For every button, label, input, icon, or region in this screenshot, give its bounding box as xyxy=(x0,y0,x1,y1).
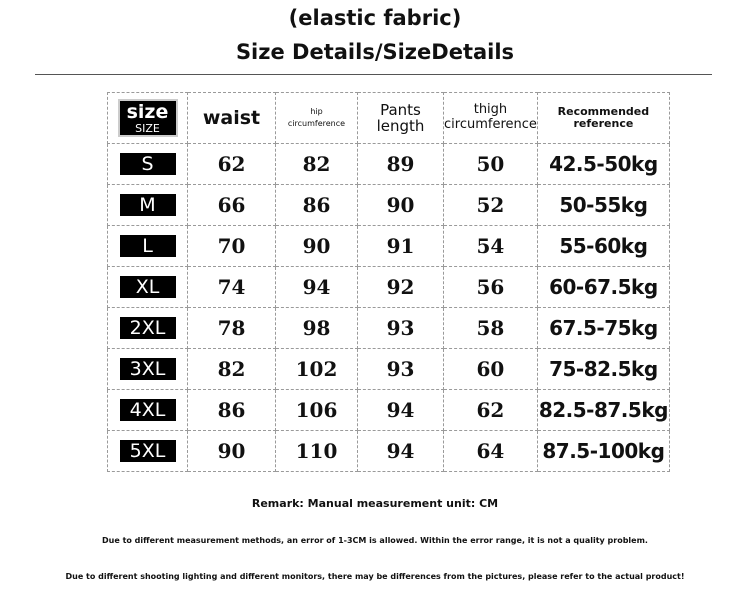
thigh-cell-value: 56 xyxy=(476,275,505,299)
waist-cell-value: 70 xyxy=(217,234,246,258)
weight-cell xyxy=(537,431,669,472)
rec-header-line2: reference xyxy=(573,117,634,130)
thigh-header-line1: thigh xyxy=(473,102,508,118)
thigh-cell-value: 50 xyxy=(476,152,505,176)
length-cell-value: 91 xyxy=(386,234,415,258)
header-pants-length xyxy=(358,93,444,144)
size-cell xyxy=(108,267,188,308)
weight-cell-value: 55-60kg xyxy=(559,234,648,258)
length-cell xyxy=(358,431,444,472)
weight-cell-value: 50-55kg xyxy=(559,193,648,217)
size-cell xyxy=(108,390,188,431)
waist-header-label: waist xyxy=(202,107,261,129)
size-cell xyxy=(108,308,188,349)
hip-cell-value: 98 xyxy=(302,316,331,340)
table-row xyxy=(108,226,670,267)
waist-cell xyxy=(188,431,276,472)
thigh-cell xyxy=(444,308,538,349)
weight-cell xyxy=(537,308,669,349)
page-title: Size Details/SizeDetails xyxy=(235,40,515,64)
length-cell-value: 94 xyxy=(386,398,415,422)
hip-cell xyxy=(276,267,358,308)
length-cell xyxy=(358,226,444,267)
header-size xyxy=(108,93,188,144)
length-cell xyxy=(358,267,444,308)
length-cell xyxy=(358,144,444,185)
pants-header-line2: length xyxy=(376,117,425,135)
size-cell xyxy=(108,349,188,390)
thigh-cell-value: 62 xyxy=(476,398,505,422)
thigh-cell-value: 64 xyxy=(476,439,505,463)
weight-cell xyxy=(537,144,669,185)
waist-cell xyxy=(188,267,276,308)
hip-cell xyxy=(276,185,358,226)
table-row xyxy=(108,144,670,185)
subtitle-fabric: (elastic fabric) xyxy=(288,6,462,30)
waist-cell-value: 74 xyxy=(217,275,246,299)
measurement-note: Due to different measurement methods, an error of 1-3CM is allowed. Within the error range, it is not a quality problem. xyxy=(102,536,648,545)
waist-cell-value: 90 xyxy=(217,439,246,463)
size-cell-value: 2XL xyxy=(120,317,176,339)
length-cell-value: 93 xyxy=(386,316,415,340)
waist-cell-value: 86 xyxy=(217,398,246,422)
size-cell xyxy=(108,226,188,267)
thigh-cell xyxy=(444,431,538,472)
display-note: Due to different shooting lighting and different monitors, there may be differences from the pictures, please refer to the actual product! xyxy=(65,572,685,581)
size-cell-value: M xyxy=(120,194,176,216)
thigh-cell xyxy=(444,226,538,267)
weight-cell-value: 67.5-75kg xyxy=(549,316,658,340)
waist-cell-value: 62 xyxy=(217,152,246,176)
length-cell xyxy=(358,185,444,226)
weight-cell xyxy=(537,349,669,390)
table-row xyxy=(108,349,670,390)
weight-cell xyxy=(537,390,669,431)
weight-cell-value: 42.5-50kg xyxy=(549,152,658,176)
table-row xyxy=(108,308,670,349)
hip-cell-value: 102 xyxy=(295,357,338,381)
thigh-cell xyxy=(444,144,538,185)
size-table xyxy=(107,92,670,472)
thigh-cell-value: 54 xyxy=(476,234,505,258)
hip-header-line1: hip xyxy=(310,107,323,116)
hip-cell xyxy=(276,349,358,390)
thigh-cell-value: 60 xyxy=(476,357,505,381)
weight-cell-value: 87.5-100kg xyxy=(542,439,665,463)
length-cell-value: 94 xyxy=(386,439,415,463)
length-cell-value: 89 xyxy=(386,152,415,176)
thigh-cell xyxy=(444,267,538,308)
divider xyxy=(35,74,712,75)
waist-cell xyxy=(188,308,276,349)
thigh-cell xyxy=(444,185,538,226)
weight-cell-value: 75-82.5kg xyxy=(549,357,658,381)
weight-cell xyxy=(537,185,669,226)
thigh-header-line2: circumference xyxy=(444,117,537,132)
table-header-row xyxy=(108,93,670,144)
size-header-label: size xyxy=(126,101,169,123)
waist-cell-value: 66 xyxy=(217,193,246,217)
size-cell-value: 3XL xyxy=(120,358,176,380)
size-cell-value: 4XL xyxy=(120,399,176,421)
waist-cell xyxy=(188,226,276,267)
remark-text: Remark: Manual measurement unit: CM xyxy=(251,497,499,510)
size-cell xyxy=(108,185,188,226)
waist-cell-value: 82 xyxy=(217,357,246,381)
hip-cell xyxy=(276,144,358,185)
length-cell-value: 90 xyxy=(386,193,415,217)
hip-cell-value: 94 xyxy=(302,275,331,299)
weight-cell-value: 82.5-87.5kg xyxy=(538,398,668,422)
length-cell-value: 93 xyxy=(386,357,415,381)
waist-cell xyxy=(188,390,276,431)
size-cell-value: XL xyxy=(120,276,176,298)
size-cell-value: 5XL xyxy=(120,440,176,462)
pants-header-line1: Pants xyxy=(380,100,421,119)
hip-cell-value: 86 xyxy=(302,193,331,217)
waist-cell xyxy=(188,349,276,390)
weight-cell xyxy=(537,267,669,308)
thigh-cell xyxy=(444,349,538,390)
hip-header-line2: circumference xyxy=(287,119,346,128)
header-hip xyxy=(276,93,358,144)
table-row xyxy=(108,185,670,226)
waist-cell-value: 78 xyxy=(217,316,246,340)
header-thigh xyxy=(444,93,538,144)
hip-cell-value: 82 xyxy=(302,152,331,176)
rec-header-line1: Recommended xyxy=(557,104,650,118)
thigh-cell xyxy=(444,390,538,431)
length-cell xyxy=(358,308,444,349)
table-row xyxy=(108,431,670,472)
hip-cell-value: 90 xyxy=(302,234,331,258)
size-cell xyxy=(108,431,188,472)
hip-cell xyxy=(276,431,358,472)
weight-cell xyxy=(537,226,669,267)
size-header-sublabel: SIZE xyxy=(135,122,160,135)
hip-cell xyxy=(276,226,358,267)
length-cell xyxy=(358,349,444,390)
thigh-cell-value: 58 xyxy=(476,316,505,340)
weight-cell-value: 60-67.5kg xyxy=(549,275,658,299)
waist-cell xyxy=(188,185,276,226)
thigh-cell-value: 52 xyxy=(476,193,505,217)
size-header-badge xyxy=(118,99,178,137)
header-waist xyxy=(188,93,276,144)
hip-cell xyxy=(276,308,358,349)
length-cell-value: 92 xyxy=(386,275,415,299)
hip-cell-value: 106 xyxy=(295,398,338,422)
size-cell-value: S xyxy=(120,153,176,175)
hip-cell xyxy=(276,390,358,431)
size-cell xyxy=(108,144,188,185)
table-row xyxy=(108,390,670,431)
size-cell-value: L xyxy=(120,235,176,257)
hip-cell-value: 110 xyxy=(295,439,338,463)
header-recommended xyxy=(537,93,669,144)
length-cell xyxy=(358,390,444,431)
waist-cell xyxy=(188,144,276,185)
table-row xyxy=(108,267,670,308)
